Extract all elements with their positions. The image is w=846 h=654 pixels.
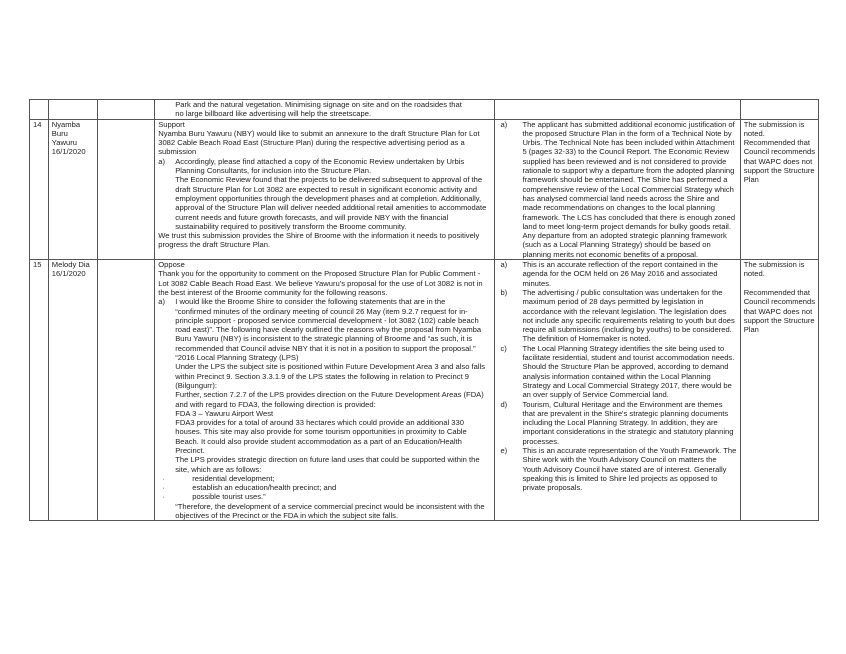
fda-heading: FDA 3 – Yawuru Airport West xyxy=(175,408,274,418)
recommendation-noted: The submission is noted. xyxy=(743,260,805,279)
cell-blank xyxy=(97,100,154,120)
quote-paragraph: “confirmed minutes of the ordinary meeting of council 26 May (item 9.2.7 request for in-principle support - proposed service commercial development - lot 3082 (102) cable beach road east)”. The following have clearly outlined the reasons why the proposal from Nyamba Buru Yawuru (NBY) is inconsistent to the strategic planning of Broome and “as such, it is recommended that Council advise NBY that it is not in a position to support the proposal.” xyxy=(175,306,482,353)
therefore-paragraph: “Therefore, the development of a service commercial precinct would be inconsistent with the objectives of the Precinct or the FDA in which the subject site falls. xyxy=(175,501,485,521)
point-text: Accordingly, please find attached a copy of the Economic Review undertaken by Urbis Planning Consultants, for inclusion into the Structure Plan. xyxy=(175,156,465,176)
response-point-a xyxy=(498,260,736,288)
cell-submitter xyxy=(48,100,97,120)
response-point-a xyxy=(498,120,736,259)
submission-point-a xyxy=(158,157,491,176)
submission-point-a xyxy=(158,297,491,306)
submission-date: 16/1/2020 xyxy=(51,269,86,279)
submissions-table xyxy=(29,99,819,521)
fda-paragraph: FDA3 provides for a total of around 33 hectares which could provide an additional 330 houses. This site may also provide for some tourism opportunities in proximity to Cable Beach. It could also provide student accommodation as a part of an Education/Health Precinct. xyxy=(175,418,467,455)
cell-submission xyxy=(155,260,495,521)
point-text: This is an accurate representation of the Youth Framework. The Shire work with the Youth Advisory Council on matters the Youth Advisory Council have stated are of interest. Generally speaking this is limited to Shire led projects as opposed to private proposals. xyxy=(522,445,737,493)
submission-line: no large billboard like advertising will help the streetscape. xyxy=(175,109,372,119)
submission-closing: We trust this submission provides the Shire of Broome with the information it needs to positively progress the draft Structure Plan. xyxy=(158,231,480,250)
spacer xyxy=(744,279,815,288)
list-item-text: establish an education/health precinct; and xyxy=(192,483,337,493)
recommendation-text: Recommended that Council recommends that WAPC does not support the Structure Plan xyxy=(743,287,816,335)
submission-date: 16/1/2020 xyxy=(51,147,86,157)
cell-blank xyxy=(97,119,154,259)
point-letter: a) xyxy=(158,156,165,166)
submission-number: 15 xyxy=(33,260,42,270)
cell-submission xyxy=(155,100,495,120)
submission-intro: Nyamba Buru Yawuru (NBY) would like to submit an annexure to the draft Structure Plan for Lot 3082 Cable Beach Road East (Structure Plan) during the respective advertising period as a submission xyxy=(158,128,480,157)
list-item xyxy=(158,492,491,501)
cell-submitter xyxy=(48,119,97,259)
submission-line: Park and the natural vegetation. Minimising signage on site and on the roadsides that xyxy=(175,100,462,109)
point-letter: b) xyxy=(500,287,508,297)
table-row xyxy=(30,119,819,259)
submitter-line: Melody Dia xyxy=(51,260,90,270)
submission-intro: Thank you for the opportunity to comment on the Proposed Structure Plan for Public Comment - Lot 3082 Cable Beach Road East. We believe Yawuru's proposal for the use of Lot 3082 is not in the best interest of the Broome community for the following reasons. xyxy=(158,269,483,297)
list-item-text: possible tourist uses.” xyxy=(192,492,266,502)
submitter-line: Nyamba xyxy=(51,119,81,129)
point-letter: d) xyxy=(500,399,508,409)
cell-number xyxy=(30,119,49,259)
submission-number: 14 xyxy=(33,119,42,129)
point-letter: c) xyxy=(500,343,507,353)
point-text: The advertising / public consultation was undertaken for the maximum period of 28 days permitted by legislation in accordance with the relevant legislation. The legislation does not include any specific requirements relating to youth but does require all submissions (including by youths) to be considered. The definition of Homemaker is noted. xyxy=(522,287,735,344)
point-text: I would like the Broome Shire to consider the following statements that are in the xyxy=(175,297,446,307)
cell-response xyxy=(495,100,740,120)
point-letter: a) xyxy=(158,297,165,307)
cell-recommendation xyxy=(740,260,818,521)
point-letter: a) xyxy=(500,119,508,129)
response-point-e xyxy=(498,446,736,492)
list-item xyxy=(158,483,491,492)
bullet-glyph: · xyxy=(162,492,165,502)
bullet-glyph: · xyxy=(162,473,165,483)
response-point-c-extra: Should the Structure Plan be approved, according to demand analysis information contained within the Local Planning Strategy and Local Commercial Strategy 2017, there would be an over supply of Service Commercial land. xyxy=(522,362,732,400)
lps-heading: “2016 Local Planning Strategy (LPS) xyxy=(175,353,299,363)
response-point-b xyxy=(498,288,736,344)
lps-paragraph: Under the LPS the subject site is positioned within Future Development Area 3 and also falls within Precinct 9. Section 3.3.1.9 of the LPS states the following in relation to Precinct 9 (Bilgungurr): xyxy=(175,362,486,390)
list-item-text: residential development; xyxy=(192,473,275,483)
submitter-line: Buru xyxy=(51,128,68,138)
submission-stance: Support xyxy=(158,119,185,129)
cell-recommendation xyxy=(740,100,818,120)
response-point-c xyxy=(498,344,736,363)
point-letter: e) xyxy=(500,445,508,455)
submission-stance: Oppose xyxy=(158,260,185,270)
cell-submission xyxy=(155,119,495,259)
point-text: This is an accurate reflection of the report contained in the agenda for the OCM held on 26 May 2016 and associated minutes. xyxy=(522,260,718,288)
cell-submitter xyxy=(48,260,97,521)
submission-paragraph: The Economic Review found that the projects to be delivered subsequent to approval of the draft Structure Plan for Lot 3082 are expected to result in significant economic activity and employment opportunities through the development phases and at completion. Additionally, approval of the Structure Plan will deliver needed additional retail amenities to accommodate current needs and future growth forecasts, and will provide NBY with the financial sustainability required to positively transform the Broome community. xyxy=(175,175,487,231)
list-item xyxy=(158,474,491,483)
lps-direction: The LPS provides strategic direction on future land uses that could be supported within the site, which are as follows: xyxy=(175,455,480,474)
cell-recommendation xyxy=(740,119,818,259)
further-paragraph: Further, section 7.2.7 of the LPS provides direction on the Future Development Areas (FDA) and with regard to FDA3, the following direction is provided: xyxy=(175,390,484,409)
point-letter: a) xyxy=(500,260,508,270)
point-text: The Local Planning Strategy identifies the site being used to facilitate residential, student and tourist accommodation needs. xyxy=(522,343,735,363)
recommendation-text: The submission is noted. Recommended that Council recommends that WAPC does not support the Structure Plan xyxy=(743,119,816,185)
cell-number xyxy=(30,260,49,521)
table-row xyxy=(30,260,819,521)
submitter-line: Yawuru xyxy=(51,138,77,148)
cell-response xyxy=(495,260,740,521)
table-row xyxy=(30,100,819,120)
cell-response xyxy=(495,119,740,259)
cell-number xyxy=(30,100,49,120)
point-text: Tourism, Cultural Heritage and the Environment are themes that are prevalent in the Shire's strategic planning documents including the Local Planning Strategy. In addition, they are important considerations in the strategic and statutory planning processes. xyxy=(522,399,734,446)
cell-blank xyxy=(97,260,154,521)
response-point-d xyxy=(498,400,736,446)
bullet-glyph: · xyxy=(162,483,165,493)
point-text: The applicant has submitted additional economic justification of the proposed Structure Plan in the form of a Technical Note by Urbis. The Technical Note has been included within Attachment 5 (pages 32-33) to the Council Report. The Economic Review supplied has been reviewed and is not considered to provide rationale to support why a departure from the adopted planning framework should be entertained. The Shire has performed a comprehensive review of the Local Commercial Strategy which has analysed commercial land needs across the Shire and made recommendations on changes to the local planning framework. The LCS has concluded that there is enough zoned land to meet long-term project demands for bulky goods retail. Any departure from an adopted strategic planning framework (such as a Local Planning Strategy) should be based on planning merits not economic benefits of a proposal. xyxy=(522,119,736,259)
